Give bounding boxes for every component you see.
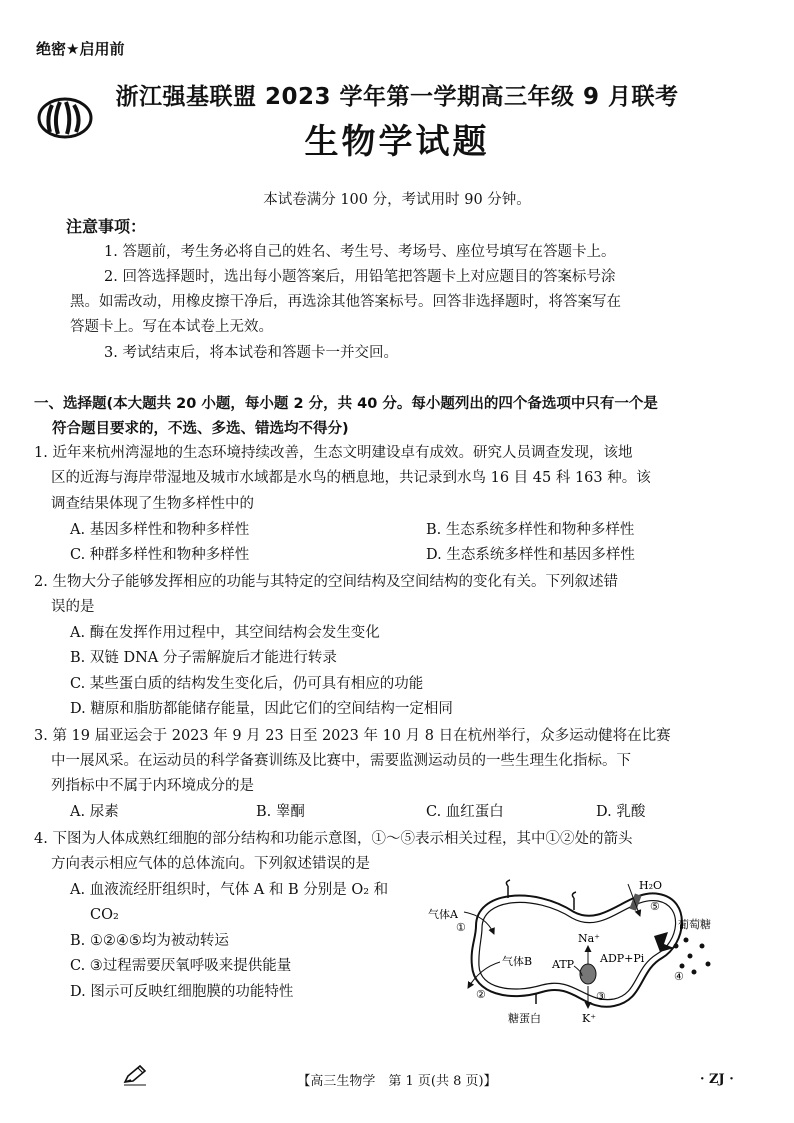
notice-item: 1. 答题前，考生务必将自己的姓名、考生号、考场号、座位号填写在答题卡上。 [104,244,616,260]
option-b: B. 双链 DNA 分子需解旋后才能进行转录 [70,650,337,666]
label-process-5: ⑤ [650,900,660,913]
section-heading-line: 符合题目要求的，不选、多选、错选均不得分) [52,421,349,437]
notice-item: 黑。如需改动，用橡皮擦干净后，再选涂其他答案标号。回答非选择题时，将答案写在 [70,294,621,310]
label-glycoprotein: 糖蛋白 [508,1012,541,1025]
option-c: C. 种群多样性和物种多样性 [70,547,250,563]
label-glucose: 葡萄糖 [678,918,711,931]
option-b: B. ①②④⑤均为被动转运 [70,933,229,949]
option-c: C. ③过程需要厌氧呼吸来提供能量 [70,958,292,974]
label-process-4: ④ [674,970,684,983]
label-adp: ADP+Pi [600,952,645,965]
question-line: 4. 下图为人体成熟红细胞的部分结构和功能示意图，①～⑤表示相关过程，其中①②处的箭头 [34,831,633,847]
region-mark: · ZJ · [700,1072,734,1087]
option-d: D. 乳酸 [596,804,646,820]
cell-membrane-inner [479,901,676,1000]
question-line: 方向表示相应气体的总体流向。下列叙述错误的是 [51,856,370,872]
question-line: 区的近海与海岸带湿地及城市水域都是水鸟的栖息地，共记录到水鸟 16 目 45 科 163 种。该 [51,470,651,486]
question-line: 误的是 [51,599,95,615]
question-line: 2. 生物大分子能够发挥相应的功能与其特定的空间结构及空间结构的变化有关。下列叙述错 [34,574,618,590]
option-d: D. 生态系统多样性和基因多样性 [426,547,635,563]
notice-item: 2. 回答选择题时，选出每小题答案后，用铅笔把答题卡上对应题目的答案标号涂 [104,269,616,285]
subject-title: 生物学试题 [304,122,490,162]
option-a: A. 基因多样性和物种多样性 [70,522,250,538]
exam-meta: 本试卷满分 100 分，考试用时 90 分钟。 [263,192,531,208]
label-atp: ATP [552,958,575,971]
question-line: 3. 第 19 届亚运会于 2023 年 9 月 23 日至 2023 年 10 月 8 日在杭州举行，众多运动健将在比赛 [34,728,671,744]
option-c: C. 某些蛋白质的结构发生变化后，仍可具有相应的功能 [70,676,424,692]
label-h2o: H₂O [639,879,663,892]
glycoprotein-marker [572,892,576,910]
label-na: Na⁺ [578,932,600,945]
label-gas-a: 气体A [428,908,458,921]
question-line: 中一展风采。在运动员的科学备赛训练及比赛中，需要监测运动员的一些生理生化指标。下 [51,753,631,769]
glucose-transporter [654,932,674,952]
secret-label: 绝密★启用前 [36,40,125,58]
question-line: 1. 近年来杭州湾湿地的生态环境持续改善，生态文明建设卓有成效。研究人员调查发现，该地 [34,445,633,461]
option-b: B. 生态系统多样性和物种多样性 [426,522,635,538]
label-process-3: ③ [596,990,606,1003]
notice-item: 答题卡上。写在本试卷上无效。 [70,319,273,335]
option-c: C. 血红蛋白 [426,804,504,820]
section-heading-line: 一、选择题(本大题共 20 小题，每小题 2 分，共 40 分。每小题列出的四个备选项中只有一个是 [34,396,658,412]
option-a: A. 尿素 [70,804,119,820]
label-process-1: ① [456,921,466,934]
label-k: K⁺ [582,1012,597,1025]
sodium-potassium-pump [580,964,596,984]
option-d: D. 糖原和脂肪都能储存能量，因此它们的空间结构一定相同 [70,701,453,717]
option-a: A. 血液流经肝组织时，气体 A 和 B 分别是 O₂ 和 [70,882,389,898]
section-heading [34,392,764,442]
option-a-continued: CO₂ [90,907,119,923]
water-channel [629,893,641,910]
notice-heading: 注意事项： [66,217,147,236]
option-b: B. 睾酮 [256,804,305,820]
label-gas-b: 气体B [502,955,533,968]
option-d: D. 图示可反映红细胞膜的功能特性 [70,984,294,1000]
notice-item: 3. 考试结束后，将本试卷和答题卡一并交回。 [104,345,398,361]
exam-title: 浙江强基联盟 2023 学年第一学期高三年级 9 月联考 [115,84,679,110]
option-a: A. 酶在发挥作用过程中，其空间结构会发生变化 [70,625,380,641]
page-footer: 【高三生物学 第 1 页(共 8 页)】 [297,1074,497,1089]
red-blood-cell-diagram [424,876,724,1026]
label-process-2: ② [476,988,486,1001]
question-line: 调查结果体现了生物多样性中的 [51,496,254,512]
question-line: 列指标中不属于内环境成分的是 [51,778,254,794]
